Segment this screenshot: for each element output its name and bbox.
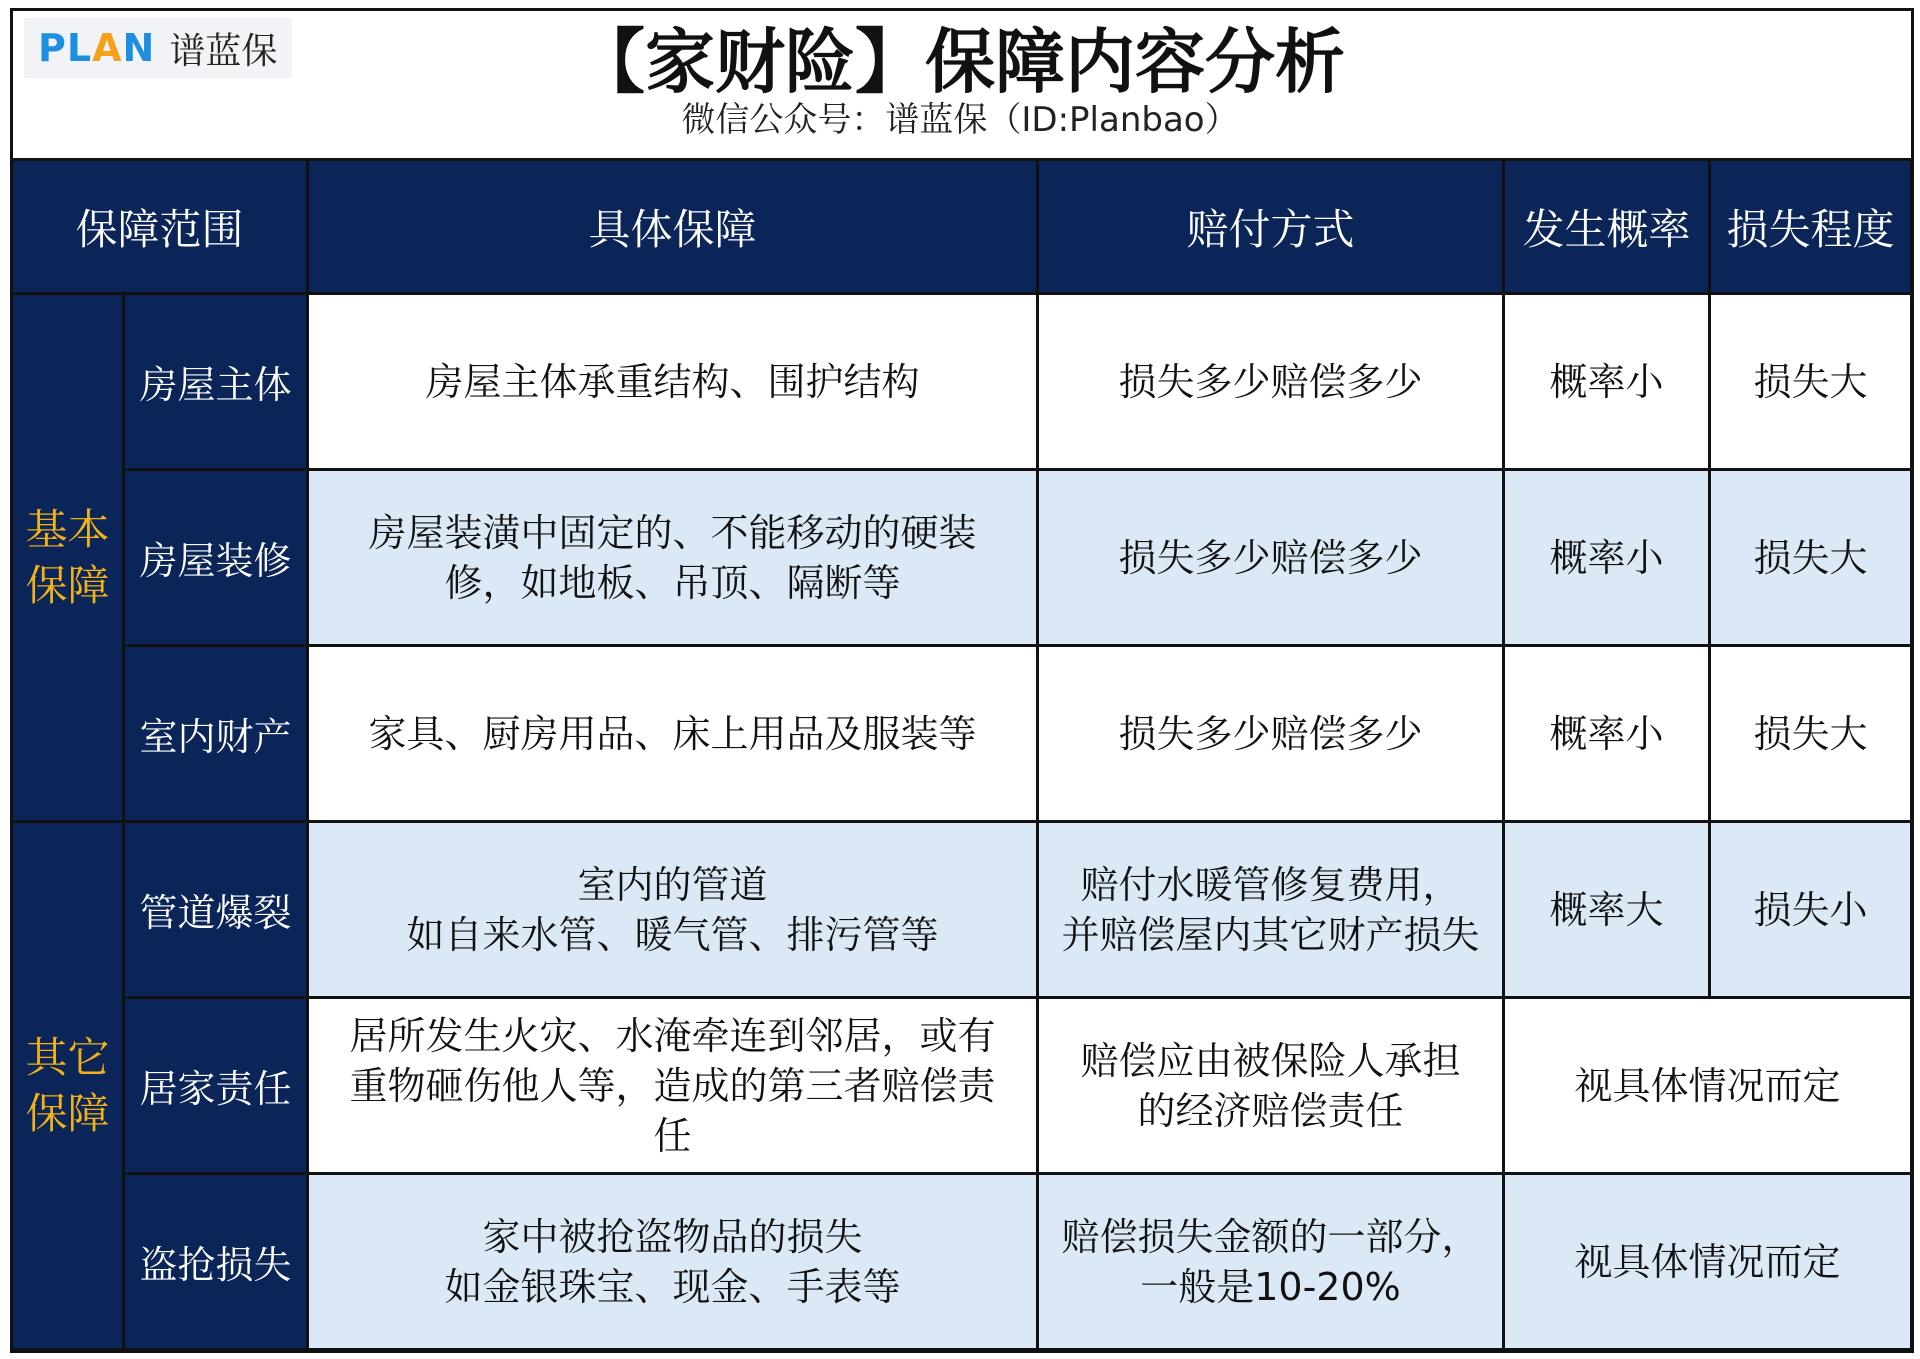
- table-header-row: [12, 160, 1912, 294]
- table-row: [12, 822, 1912, 998]
- row-item-label: 房屋主体: [124, 294, 308, 470]
- row-detail: 房屋主体承重结构、围护结构: [308, 294, 1038, 470]
- logo-house-icon: A: [92, 26, 123, 70]
- row-payout: 赔偿损失金额的一部分， 一般是10-20%: [1038, 1174, 1504, 1350]
- row-item-label: 室内财产: [124, 646, 308, 822]
- row-item-label: 管道爆裂: [124, 822, 308, 998]
- logo-brand-pre: PL: [38, 26, 93, 70]
- column-header-payout: 赔付方式: [1038, 160, 1504, 294]
- row-probability: 概率小: [1504, 294, 1710, 470]
- logo-text: 谱蓝保: [169, 30, 278, 72]
- row-item-label: 居家责任: [124, 998, 308, 1174]
- row-probability: 概率小: [1504, 470, 1710, 646]
- row-merged-assessment: 视具体情况而定: [1504, 1174, 1912, 1350]
- row-probability: 概率小: [1504, 646, 1710, 822]
- row-detail: 室内的管道 如自来水管、暖气管、排污管等: [308, 822, 1038, 998]
- column-header-probability: 发生概率: [1504, 160, 1710, 294]
- page-subtitle: 微信公众号：谱蓝保（ID:Planbao）: [681, 100, 1239, 140]
- row-payout: 损失多少赔偿多少: [1038, 646, 1504, 822]
- column-header-scope: 保障范围: [12, 160, 308, 294]
- table-row: [12, 998, 1912, 1174]
- table-row: [12, 470, 1912, 646]
- row-detail: 居所发生火灾、水淹牵连到邻居，或有 重物砸伤他人等，造成的第三者赔偿责 任: [308, 998, 1038, 1174]
- coverage-table: [10, 158, 1913, 1351]
- row-payout: 损失多少赔偿多少: [1038, 294, 1504, 470]
- column-header-loss: 损失程度: [1710, 160, 1912, 294]
- row-detail: 房屋装潢中固定的、不能移动的硬装 修，如地板、吊顶、隔断等: [308, 470, 1038, 646]
- row-merged-assessment: 视具体情况而定: [1504, 998, 1912, 1174]
- row-payout: 赔偿应由被保险人承担 的经济赔偿责任: [1038, 998, 1504, 1174]
- row-loss: 损失大: [1710, 646, 1912, 822]
- row-payout: 损失多少赔偿多少: [1038, 470, 1504, 646]
- row-item-label: 盗抢损失: [124, 1174, 308, 1350]
- row-probability: 概率大: [1504, 822, 1710, 998]
- row-loss: 损失小: [1710, 822, 1912, 998]
- row-detail: 家具、厨房用品、床上用品及服装等: [308, 646, 1038, 822]
- table-row: [12, 1174, 1912, 1350]
- row-detail: 家中被抢盗物品的损失 如金银珠宝、现金、手表等: [308, 1174, 1038, 1350]
- group-label-basic: 基本 保障: [12, 294, 124, 822]
- group-label-other: 其它 保障: [12, 822, 124, 1350]
- row-loss: 损失大: [1710, 294, 1912, 470]
- column-header-detail: 具体保障: [308, 160, 1038, 294]
- table-row: [12, 646, 1912, 822]
- row-payout: 赔付水暖管修复费用， 并赔偿屋内其它财产损失: [1038, 822, 1504, 998]
- page-title: 【家财险】保障内容分析: [575, 21, 1345, 103]
- row-item-label: 房屋装修: [124, 470, 308, 646]
- logo-brand-post: N: [122, 26, 156, 70]
- table-row: [12, 294, 1912, 470]
- row-loss: 损失大: [1710, 470, 1912, 646]
